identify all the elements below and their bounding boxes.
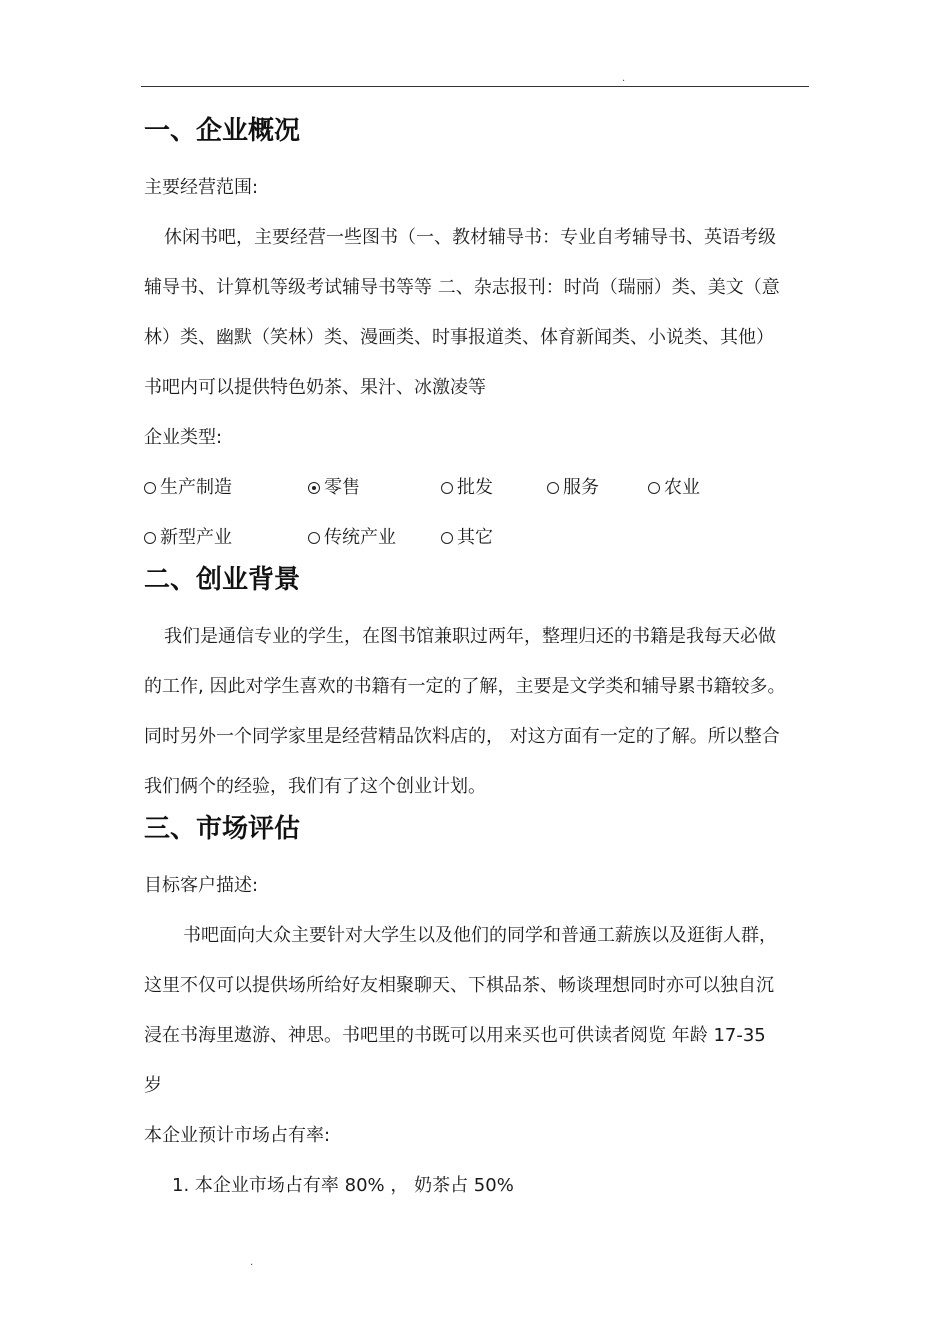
type-option-emerging[interactable]: 新型产业 [144,527,232,549]
type-option-manufacturing[interactable]: 生产制造 [144,477,232,499]
type-option-wholesale[interactable]: 批发 [441,477,493,499]
type-option-other[interactable]: 其它 [441,527,493,549]
radio-circle-icon [144,482,156,494]
type-option-retail[interactable]: 零售 [308,477,360,499]
customer-label: 目标客户描述: [144,875,259,896]
radio-circle-icon [547,482,559,494]
radio-selected-icon [308,482,320,494]
share-label: 本企业预计市场占有率: [144,1125,331,1146]
customer-line-3: 浸在书海里遨游、神思。书吧里的书既可以用来买也可供读者阅览 年龄 17-35 [144,1025,766,1046]
footer-mark: . [250,1257,254,1268]
section-title-overview: 一、企业概况 [144,116,301,146]
type-label: 企业类型: [144,427,223,448]
type-option-traditional[interactable]: 传统产业 [308,527,396,549]
background-line-2: 的工作, 因此对学生喜欢的书籍有一定的了解，主要是文学类和辅导累书籍较多。 [144,676,786,697]
background-line-4: 我们俩个的经验，我们有了这个创业计划。 [144,776,486,797]
customer-line-4: 岁 [144,1075,162,1096]
scope-line-2: 辅导书、计算机等级考试辅导书等等 二、杂志报刊：时尚（瑞丽）类、美文（意 [144,277,780,298]
scope-line-1: 休闲书吧，主要经营一些图书（一、教材辅导书：专业自考辅导书、英语考级 [164,227,776,248]
customer-line-1: 书吧面向大众主要针对大学生以及他们的同学和普通工薪族以及逛街人群， [183,925,777,946]
header-mark: . [622,73,626,84]
share-list-item: 1. 本企业市场占有率 80% ， 奶茶占 50% [172,1175,514,1196]
section-title-background: 二、创业背景 [144,565,301,595]
type-option-service[interactable]: 服务 [547,477,599,499]
header-rule [141,86,809,87]
section-title-market: 三、市场评估 [144,814,301,844]
customer-line-2: 这里不仅可以提供场所给好友相聚聊天、下棋品茶、畅谈理想同时亦可以独自沉 [144,975,774,996]
radio-circle-icon [441,482,453,494]
background-line-3: 同时另外一个同学家里是经营精品饮料店的， 对这方面有一定的了解。所以整合 [144,726,780,747]
radio-circle-icon [308,532,320,544]
scope-label: 主要经营范围: [144,177,259,198]
scope-line-4: 书吧内可以提供特色奶茶、果汁、冰激凌等 [144,377,486,398]
background-line-1: 我们是通信专业的学生，在图书馆兼职过两年，整理归还的书籍是我每天必做 [164,626,776,647]
radio-circle-icon [441,532,453,544]
radio-circle-icon [144,532,156,544]
radio-circle-icon [648,482,660,494]
scope-line-3: 林）类、幽默（笑林）类、漫画类、时事报道类、体育新闻类、小说类、其他） [144,327,774,348]
type-option-agriculture[interactable]: 农业 [648,477,700,499]
